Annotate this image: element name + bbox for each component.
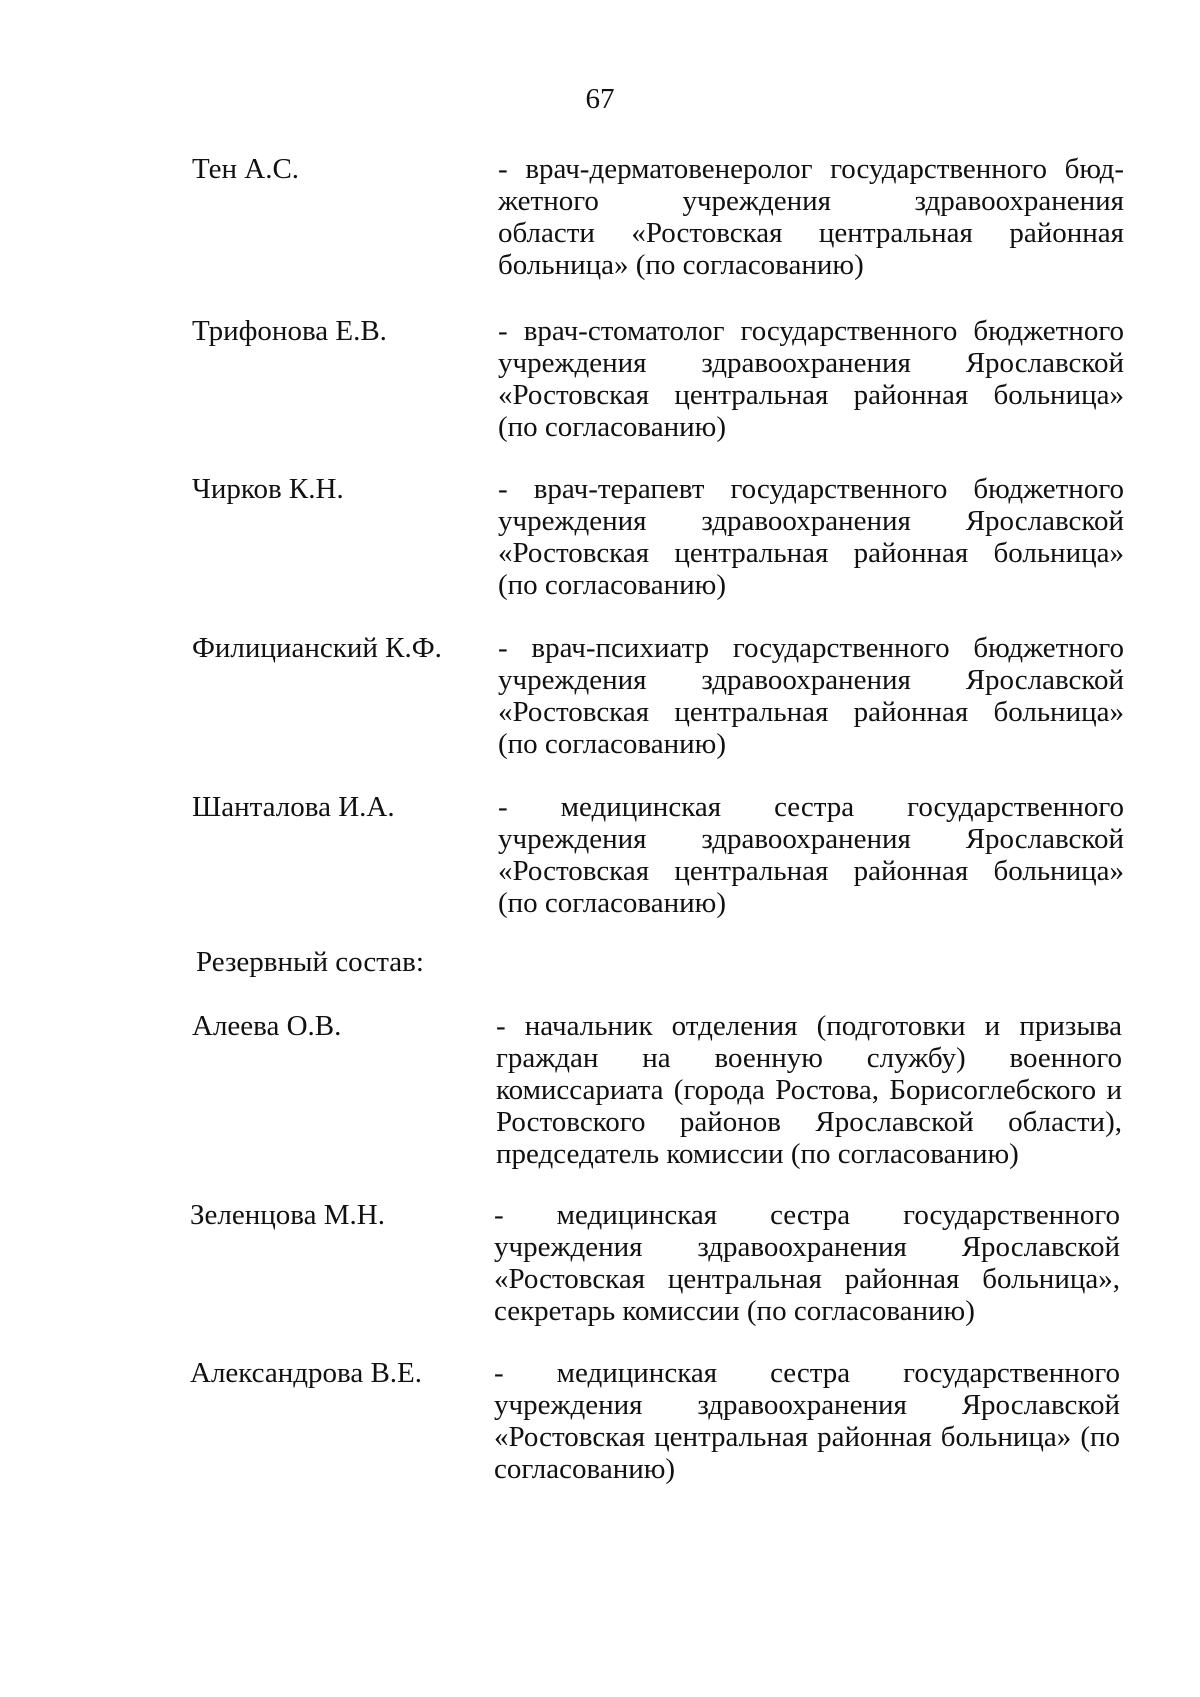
member-description — [496, 1010, 1122, 1170]
description-line: - медицинская сестра государственного — [498, 791, 1124, 823]
member-name: Алеева О.В. — [192, 1010, 342, 1042]
member-description — [498, 153, 1124, 281]
description-line: жетного учреждения здравоохранения — [498, 185, 1124, 217]
member-description — [498, 791, 1124, 919]
page-number: 67 — [585, 83, 615, 115]
member-name: Трифонова Е.В. — [192, 315, 387, 347]
description-line: больница» (по согласованию) — [498, 249, 864, 281]
description-line: граждан на военную службу) военного — [496, 1042, 1122, 1074]
description-line: комиссариата (города Ростова, Борисоглебского и — [496, 1074, 1122, 1106]
description-line: - врач-стоматолог государственного бюджетного — [498, 315, 1124, 347]
member-name: Чирков К.Н. — [192, 473, 344, 505]
description-line: «Ростовская центральная районная больница» (по — [494, 1421, 1120, 1453]
description-line: учреждения здравоохранения Ярославской — [498, 823, 1124, 855]
description-line: - врач-терапевт государственного бюджетного — [498, 473, 1124, 505]
description-line: (по согласованию) — [498, 569, 726, 601]
description-line: учреждения здравоохранения Ярославской — [494, 1389, 1120, 1421]
description-line: (по согласованию) — [498, 411, 726, 443]
description-line: - медицинская сестра государственного — [494, 1357, 1120, 1389]
description-line: - врач-психиатр государственного бюджетного — [498, 632, 1124, 664]
description-line: учреждения здравоохранения Ярославской — [498, 664, 1124, 696]
member-name: Шанталова И.А. — [192, 791, 395, 823]
description-line: области «Ростовская центральная районная — [498, 217, 1124, 249]
description-line: (по согласованию) — [498, 887, 726, 919]
member-description — [494, 1199, 1120, 1327]
description-line: «Ростовская центральная районная больница» — [498, 537, 1124, 569]
description-line: «Ростовская центральная районная больница» — [498, 379, 1124, 411]
description-line: учреждения здравоохранения Ярославской — [498, 347, 1124, 379]
member-description — [498, 315, 1124, 443]
description-line: «Ростовская центральная районная больница», — [494, 1263, 1120, 1295]
description-line: - начальник отделения (подготовки и призыва — [496, 1010, 1122, 1042]
member-description — [498, 473, 1124, 601]
member-name: Александрова В.Е. — [190, 1357, 423, 1389]
description-line: секретарь комиссии (по согласованию) — [494, 1295, 975, 1327]
description-line: - медицинская сестра государственного — [494, 1199, 1120, 1231]
description-line: учреждения здравоохранения Ярославской — [498, 505, 1124, 537]
description-line: учреждения здравоохранения Ярославской — [494, 1231, 1120, 1263]
description-line: председатель комиссии (по согласованию) — [496, 1138, 1019, 1170]
description-line: согласованию) — [494, 1453, 676, 1485]
member-name: Зеленцова М.Н. — [190, 1199, 385, 1231]
description-line: - врач-дерматовенеролог государственного бюд- — [498, 153, 1124, 185]
member-description — [498, 632, 1124, 760]
reserve-heading: Резервный состав: — [196, 946, 424, 978]
member-name: Филицианский К.Ф. — [192, 632, 442, 664]
member-description — [494, 1357, 1120, 1485]
description-line: «Ростовская центральная районная больница» — [498, 855, 1124, 887]
member-name: Тен А.С. — [192, 153, 300, 185]
description-line: «Ростовская центральная районная больница» — [498, 696, 1124, 728]
description-line: Ростовского районов Ярославской области), — [496, 1106, 1122, 1138]
description-line: (по согласованию) — [498, 728, 726, 760]
